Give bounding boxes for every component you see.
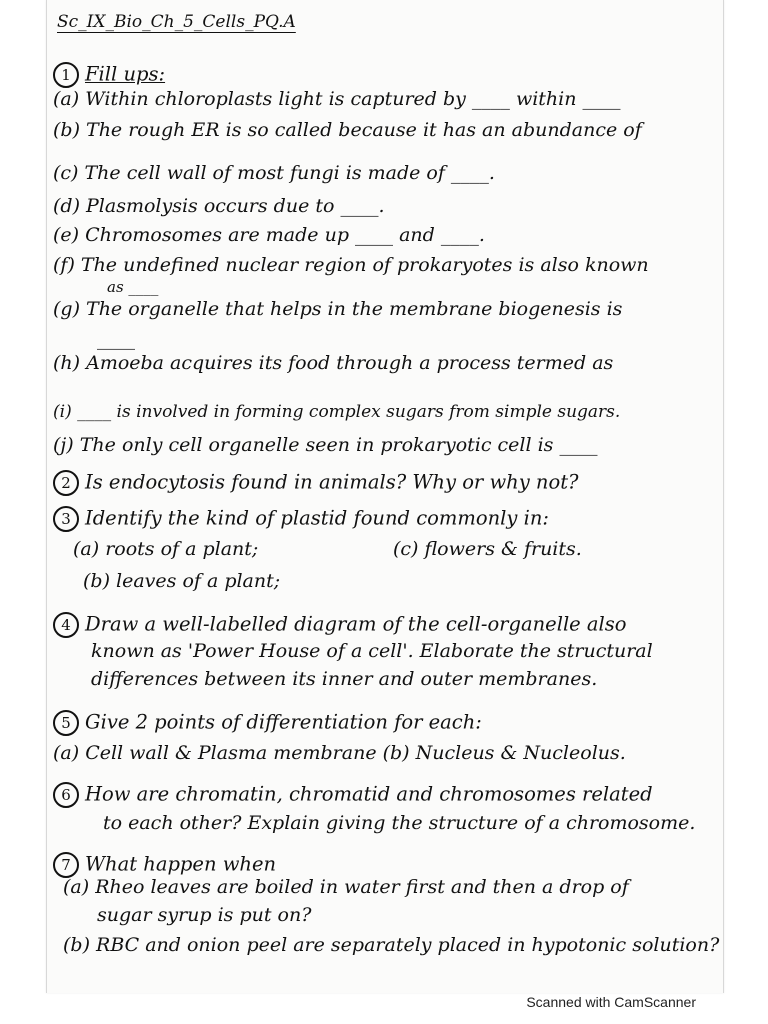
q7-item-a-cont: sugar syrup is put on? bbox=[97, 904, 312, 926]
q1-item-b: (b) The rough ER is so called because it has an abundance of bbox=[53, 119, 642, 141]
q4-line-2: known as 'Power House of a cell'. Elaborate the structural bbox=[91, 640, 653, 662]
question-1-heading bbox=[53, 62, 165, 88]
q1-item-c: (c) The cell wall of most fungi is made of ____. bbox=[53, 162, 495, 184]
question-number: 1 bbox=[53, 62, 79, 88]
q3-item-c: (c) flowers & fruits. bbox=[393, 538, 582, 560]
question-text: Give 2 points of differentiation for each: bbox=[85, 710, 482, 734]
q7-item-b: (b) RBC and onion peel are separately placed in hypotonic solution? bbox=[63, 934, 720, 956]
q1-item-f-cont: as ____ bbox=[107, 278, 159, 296]
q7-item-a: (a) Rheo leaves are boiled in water first and then a drop of bbox=[63, 876, 629, 898]
question-number: 2 bbox=[53, 470, 79, 496]
q1-item-d: (d) Plasmolysis occurs due to ____. bbox=[53, 195, 385, 217]
q1-item-j: (j) The only cell organelle seen in prokaryotic cell is ____ bbox=[53, 434, 598, 456]
question-text: What happen when bbox=[85, 852, 277, 876]
question-3 bbox=[53, 506, 549, 532]
question-number: 6 bbox=[53, 782, 79, 808]
q1-item-g: (g) The organelle that helps in the membrane biogenesis is bbox=[53, 298, 623, 320]
question-number: 4 bbox=[53, 612, 79, 638]
question-text: Identify the kind of plastid found commonly in: bbox=[85, 506, 549, 530]
page-title: Sc_IX_Bio_Ch_5_Cells_PQ.A bbox=[57, 12, 296, 32]
question-6 bbox=[53, 782, 653, 808]
question-text: Is endocytosis found in animals? Why or why not? bbox=[85, 470, 579, 494]
question-number: 7 bbox=[53, 852, 79, 878]
question-2 bbox=[53, 470, 579, 496]
question-number: 3 bbox=[53, 506, 79, 532]
question-5 bbox=[53, 710, 482, 736]
camscanner-watermark: Scanned with CamScanner bbox=[526, 994, 696, 1010]
question-text: Draw a well-labelled diagram of the cell-organelle also bbox=[85, 612, 627, 636]
q1-item-g-cont: ____ bbox=[97, 328, 135, 350]
q1-item-h: (h) Amoeba acquires its food through a process termed as bbox=[53, 352, 614, 374]
q3-item-b: (b) leaves of a plant; bbox=[83, 570, 281, 592]
question-text: How are chromatin, chromatid and chromosomes related bbox=[85, 782, 653, 806]
q3-item-a: (a) roots of a plant; bbox=[73, 538, 259, 560]
q1-item-i: (i) ____ is involved in forming complex sugars from simple sugars. bbox=[53, 402, 621, 422]
heading-text: Fill ups: bbox=[85, 62, 166, 86]
scanned-page bbox=[46, 0, 724, 993]
q4-line-3: differences between its inner and outer membranes. bbox=[91, 668, 598, 690]
question-7 bbox=[53, 852, 276, 878]
q1-item-e: (e) Chromosomes are made up ____ and ____. bbox=[53, 224, 485, 246]
q6-line-2: to each other? Explain giving the structure of a chromosome. bbox=[103, 812, 696, 834]
question-number: 5 bbox=[53, 710, 79, 736]
q1-item-a: (a) Within chloroplasts light is captured by ____ within ____ bbox=[53, 88, 621, 110]
q1-item-f: (f) The undefined nuclear region of prokaryotes is also known bbox=[53, 254, 649, 276]
q5-item-a: (a) Cell wall & Plasma membrane (b) Nucleus & Nucleolus. bbox=[53, 742, 626, 764]
question-4 bbox=[53, 612, 627, 638]
